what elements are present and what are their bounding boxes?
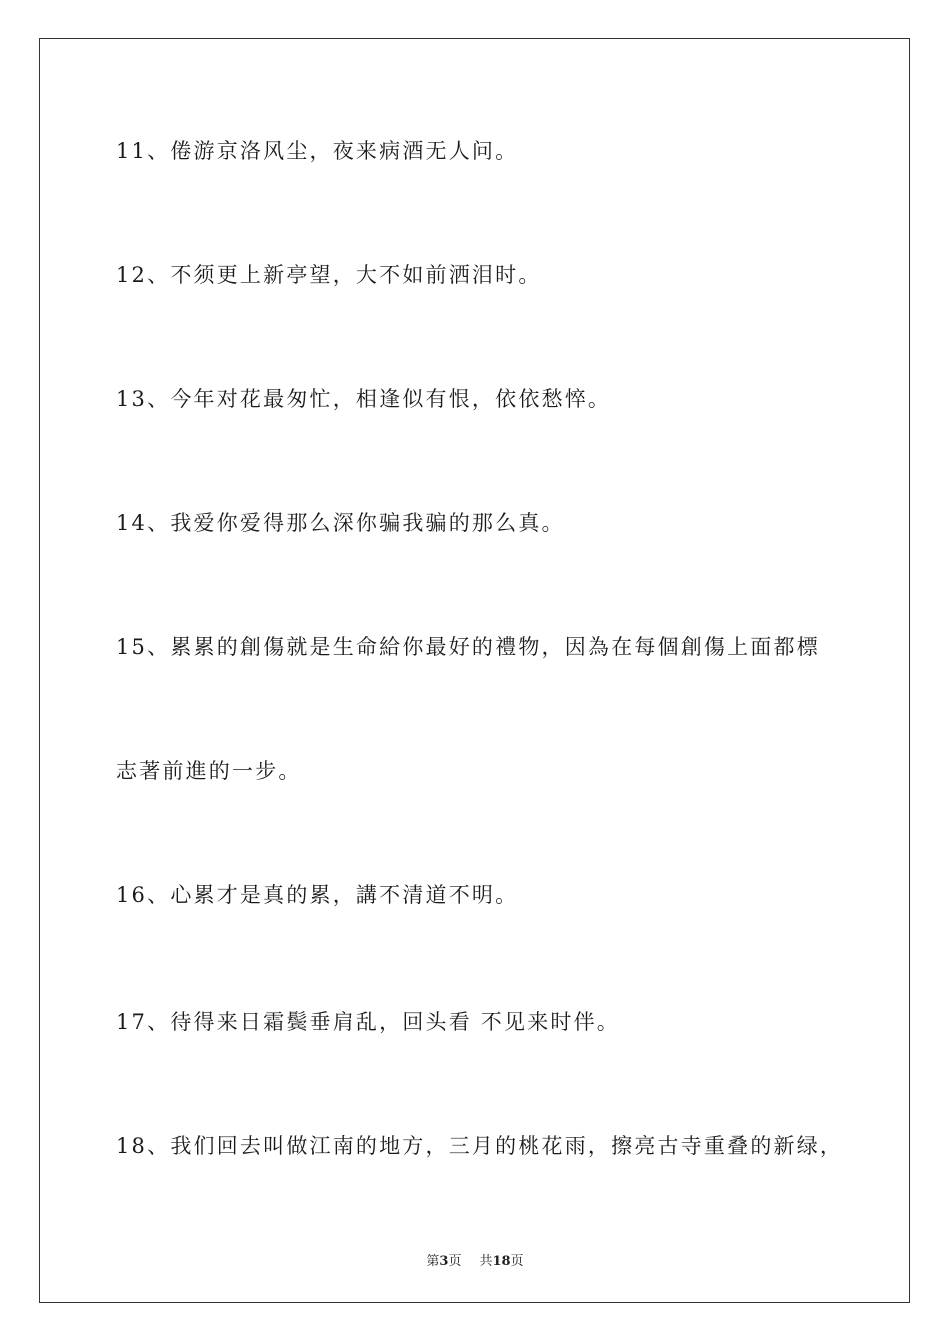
text-line-14: 14、我爱你爱得那么深你骗我骗的那么真。: [116, 511, 565, 535]
text-line-16: 16、心累才是真的累，講不清道不明。: [116, 883, 519, 907]
text-line-18: 18、我们回去叫做江南的地方，三月的桃花雨，擦亮古寺重叠的新绿，: [116, 1134, 844, 1158]
text-line-11: 11、倦游京洛风尘，夜来病酒无人问。: [116, 139, 519, 163]
text-line-15-continued: 志著前進的一步。: [116, 759, 302, 783]
total-prefix: 共: [479, 1254, 493, 1269]
page-suffix: 页: [448, 1254, 462, 1269]
page-prefix: 第: [426, 1254, 440, 1269]
page-footer: [0, 1250, 950, 1269]
page-number: 3: [439, 1254, 449, 1269]
total-pages: 18: [492, 1254, 511, 1269]
text-line-15: 15、累累的創傷就是生命給你最好的禮物，因為在每個創傷上面都標: [116, 635, 820, 659]
text-line-12: 12、不须更上新亭望，大不如前洒泪时。: [116, 263, 542, 287]
page-border: [39, 38, 910, 1303]
total-suffix: 页: [510, 1254, 524, 1269]
text-line-17: 17、待得来日霜鬓垂肩乱，回头看 不见来时伴。: [116, 1010, 620, 1034]
text-line-13: 13、今年对花最匆忙，相逢似有恨，依依愁悴。: [116, 387, 612, 411]
